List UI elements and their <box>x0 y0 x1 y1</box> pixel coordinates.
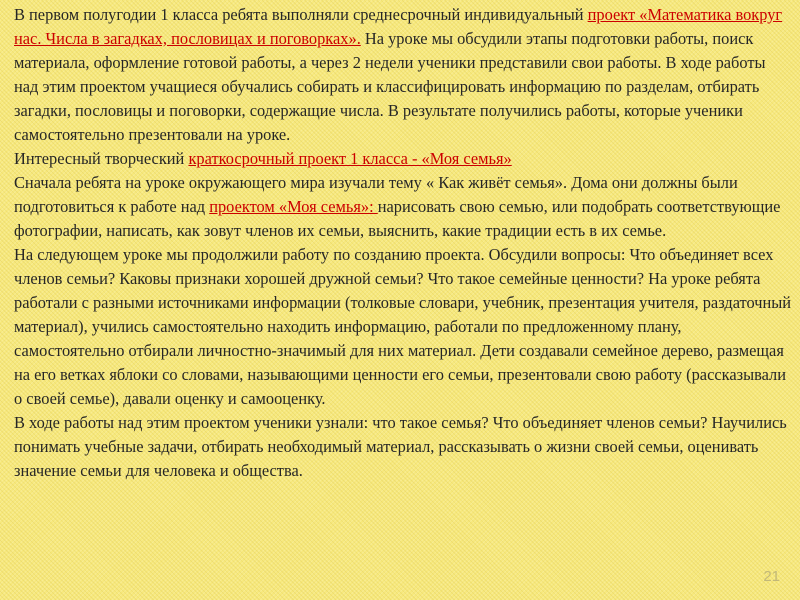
project-link-math[interactable]: проект «Математика вокруг нас. Числа в загадках, пословицах и поговорках». <box>14 5 783 48</box>
paragraph-math-project <box>14 3 792 147</box>
paragraph-outcomes <box>14 411 792 483</box>
paragraph-family-preparation <box>14 171 792 243</box>
paragraph-text: В первом полугодии 1 класса ребята выполняли среднесрочный индивидуальный <box>14 5 588 24</box>
slide-text-frame <box>14 3 792 600</box>
paragraph-family-project-intro <box>14 147 792 171</box>
paragraph-text: На уроке мы обсудили этапы подготовки работы, поиск материала, оформление готовой работы, а через 2 недели ученики представили свои работы. В ходе работы над этим проектом учащиеся обучались собирать и классифицировать информацию по разделам, отбирать загадки, пословицы и поговорки, содержащие числа. В результате получились работы, которые ученики самостоятельно презентовали на уроке. <box>14 29 766 144</box>
paragraph-text: На следующем уроке мы продолжили работу по созданию проекта. Обсудили вопросы: Что объединяет всех членов семьи? Каковы признаки хорошей дружной семьи? Что такое семейные ценности? На уроке ребята работали с разными источниками информации (толковые словари, учебник, презентация учителя, раздаточный материал), учились самостоятельно находить информацию, работали по предложенному плану, самостоятельно отбирали личностно-значимый для них материал. Дети создавали семейное дерево, размещая на его ветках яблоки со словами, называющими ценности его семьи, презентовали свою работу (рассказывали о своей семье), давали оценку и самооценку. <box>14 245 792 408</box>
paragraph-text: Сначала ребята на уроке окружающего мира изучали тему « Как живёт семья». Дома они должны были подготовиться к работе над <box>14 173 738 216</box>
project-link-family[interactable]: краткосрочный проект 1 класса - «Моя семья» <box>188 149 512 168</box>
project-link-family-2[interactable]: проектом «Моя семья»: <box>209 197 378 216</box>
paragraph-text: нарисовать свою семью, или подобрать соответствующие фотографии, написать, как зовут членов их семьи, выяснить, какие традиции есть в их семье. <box>14 197 781 240</box>
slide-page-number: 21 <box>763 568 780 585</box>
paragraph-text: В ходе работы над этим проектом ученики узнали: что такое семья? Что объединяет членов семьи? Научились понимать учебные задачи, отбирать необходимый материал, рассказывать о жизни своей семьи, оценивать значение семьи для человека и общества. <box>14 413 787 480</box>
paragraph-next-lesson <box>14 243 792 411</box>
paragraph-text: Интересный творческий <box>14 149 189 168</box>
